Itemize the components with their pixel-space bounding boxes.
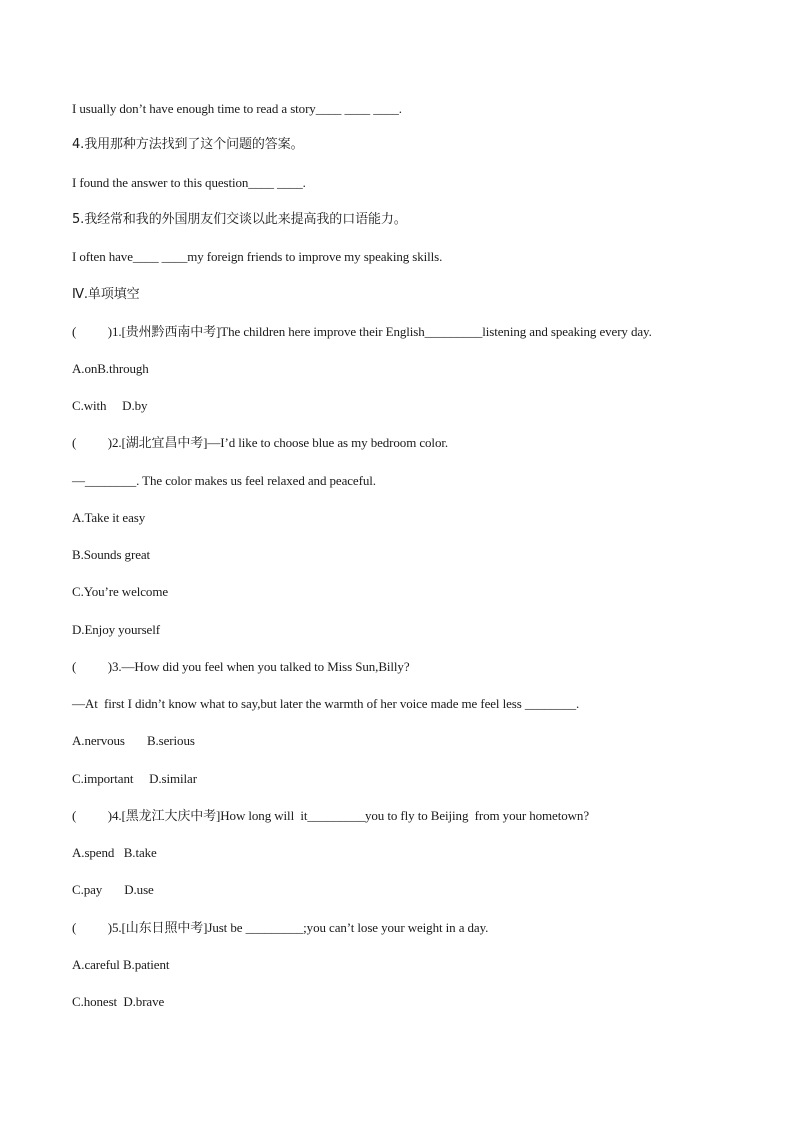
mc-question-2: ( )2.[湖北宜昌中考]—I’d like to choose blue as my bedroom color. <box>72 435 449 450</box>
mc-options: C.with D.by <box>72 398 148 413</box>
mc-options: A.careful B.patient <box>72 957 170 972</box>
dialogue-line: —At first I didn’t know what to say,but later the warmth of her voice made me feel less ________. <box>72 696 580 711</box>
question-5-chinese: 5.我经常和我的外国朋友们交谈以此来提高我的口语能力。 <box>72 212 407 227</box>
mc-option: D.Enjoy yourself <box>72 622 160 637</box>
mc-question-3: ( )3.—How did you feel when you talked to Miss Sun,Billy? <box>72 659 410 674</box>
mc-question-1: ( )1.[贵州黔西南中考]The children here improve their English_________listening and speaking every day. <box>72 324 652 339</box>
mc-options: C.important D.similar <box>72 771 197 786</box>
section-heading: Ⅳ.单项填空 <box>72 287 140 302</box>
mc-options: C.honest D.brave <box>72 994 165 1009</box>
mc-options: C.pay D.use <box>72 882 154 897</box>
mc-option: A.Take it easy <box>72 510 146 525</box>
text-line: I found the answer to this question____ ____. <box>72 175 306 190</box>
text-line: I usually don’t have enough time to read a story____ ____ ____. <box>72 101 402 116</box>
mc-options: A.spend B.take <box>72 845 157 860</box>
mc-question-5: ( )5.[山东日照中考]Just be _________;you can’t lose your weight in a day. <box>72 920 489 935</box>
mc-option: B.Sounds great <box>72 547 151 562</box>
mc-option: C.You’re welcome <box>72 584 169 599</box>
mc-question-4: ( )4.[黑龙江大庆中考]How long will it_________you to fly to Beijing from your hometown? <box>72 808 589 823</box>
text-line: I often have____ ____my foreign friends to improve my speaking skills. <box>72 249 443 264</box>
question-4-chinese: 4.我用那种方法找到了这个问题的答案。 <box>72 137 304 152</box>
dialogue-line: —________. The color makes us feel relaxed and peaceful. <box>72 473 376 488</box>
mc-options: A.nervous B.serious <box>72 733 195 748</box>
mc-options: A.onB.through <box>72 361 149 376</box>
